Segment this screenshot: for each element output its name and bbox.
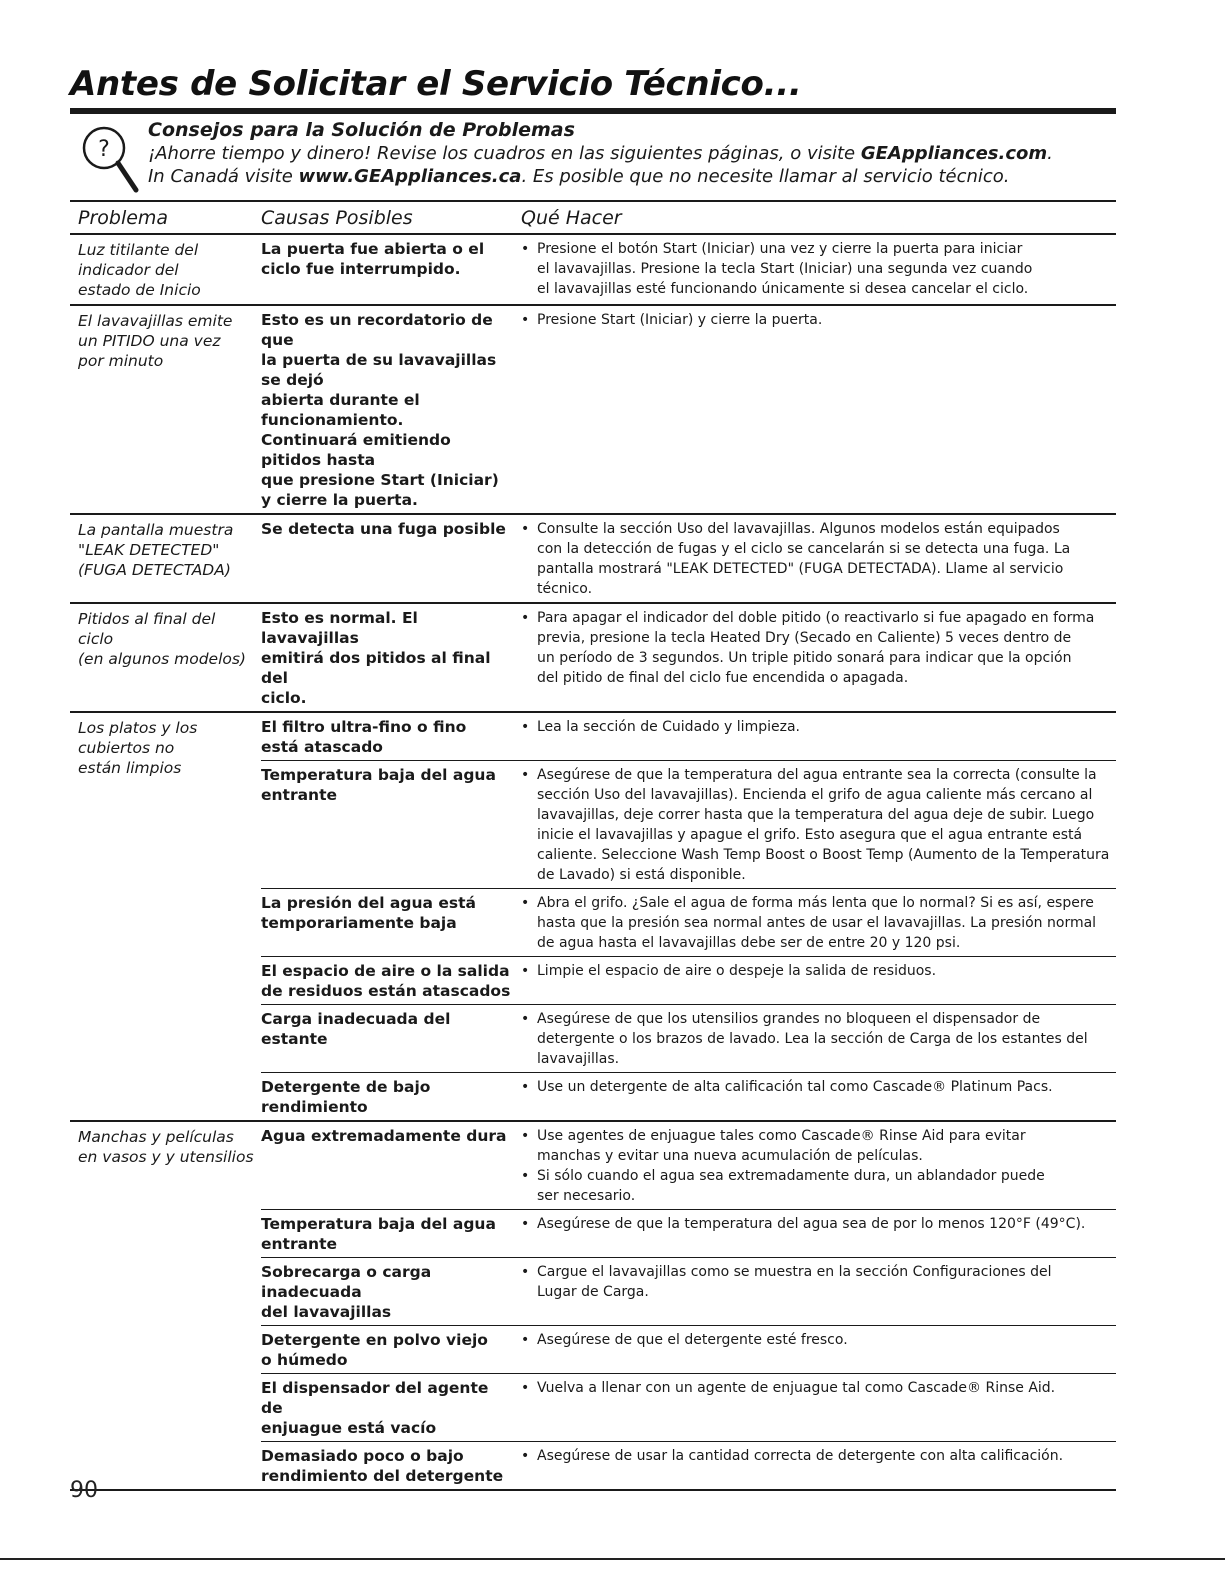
- cause-text: ciclo.: [261, 689, 307, 707]
- table-row: [261, 515, 1116, 602]
- bullet-dot-icon: •: [521, 521, 530, 537]
- action-text: Para apagar el indicador del doble pitido (o reactivarlo si fue apagado en forma: [537, 610, 1095, 626]
- table-row: [261, 1326, 1116, 1374]
- action-text: el lavavajillas. Presione la tecla Start (Iniciar) una segunda vez cuando: [537, 261, 1033, 277]
- problem-text: (FUGA DETECTADA): [78, 561, 231, 579]
- action-text: detergente o los brazos de lavado. Lea la sección de Carga de los estantes del: [537, 1031, 1088, 1047]
- table-row: [261, 306, 1116, 513]
- table-row: [261, 1374, 1116, 1442]
- ge-appliances-ca-link[interactable]: www.GEAppliances.ca: [298, 166, 522, 187]
- cause-text: Sobrecarga o carga inadecuada: [261, 1263, 432, 1301]
- action-bullet: [521, 1126, 1112, 1166]
- bullet-dot-icon: •: [521, 241, 530, 257]
- action-bullet: [521, 893, 1112, 953]
- action-cell: [521, 1210, 1116, 1257]
- action-text: Asegúrese de que el detergente esté fresco.: [537, 1332, 848, 1348]
- cause-text: que presione Start (Iniciar): [261, 471, 499, 489]
- tips-box: [148, 119, 1108, 189]
- cause-text: Temperatura baja del agua: [261, 766, 496, 784]
- tips-title: Consejos para la Solución de Problemas: [148, 119, 575, 141]
- cause-text: Detergente en polvo viejo: [261, 1331, 488, 1349]
- action-text: hasta que la presión sea normal antes de usar el lavavajillas. La presión normal: [537, 915, 1097, 931]
- title-rule: [70, 108, 1116, 114]
- bullet-dot-icon: •: [521, 1448, 530, 1464]
- bullet-dot-icon: •: [521, 610, 530, 626]
- action-text: Asegúrese de que la temperatura del agua entrante sea la correcta (consulte la: [537, 767, 1097, 783]
- cause-cell: [261, 761, 521, 888]
- tips-line-1: ¡Ahorre tiempo y dinero! Revise los cuadros en las siguientes páginas, o visite GEAppliances.com.: [148, 143, 1053, 164]
- table-row: [261, 1258, 1116, 1326]
- action-cell: [521, 604, 1116, 711]
- cause-text: Esto es normal. El lavavajillas: [261, 609, 418, 647]
- problem-text: La pantalla muestra: [78, 521, 234, 539]
- problem-group: [70, 1122, 1116, 1491]
- action-text: Lugar de Carga.: [537, 1284, 649, 1300]
- table-row: [261, 235, 1116, 302]
- table-row: [261, 889, 1116, 957]
- action-text: lavavajillas.: [537, 1051, 620, 1067]
- problem-text: por minuto: [78, 352, 164, 370]
- action-cell: [521, 1442, 1116, 1489]
- problem-text: Pitidos al final del: [78, 610, 216, 628]
- action-text: pantalla mostrará "LEAK DETECTED" (FUGA DETECTADA). Llame al servicio: [537, 561, 1064, 577]
- action-bullet: [521, 1077, 1112, 1097]
- action-cell: [521, 1258, 1116, 1325]
- cause-text: abierta durante el funcionamiento.: [261, 391, 420, 429]
- bullet-dot-icon: •: [521, 1332, 530, 1348]
- action-bullet: [521, 310, 1112, 330]
- cause-text: o húmedo: [261, 1351, 348, 1369]
- cause-text: rendimiento del detergente: [261, 1467, 504, 1485]
- cause-cell: [261, 1326, 521, 1373]
- action-cell: [521, 306, 1116, 513]
- cause-text: ciclo fue interrumpido.: [261, 260, 461, 278]
- action-cell: [521, 1073, 1116, 1120]
- action-cell: [521, 235, 1116, 302]
- action-text: de Lavado) si está disponible.: [537, 867, 746, 883]
- cause-cell: [261, 1073, 521, 1120]
- action-text: Consulte la sección Uso del lavavajillas. Algunos modelos están equipados: [537, 521, 1060, 537]
- action-text: de agua hasta el lavavajillas debe ser de entre 20 y 120 psi.: [537, 935, 961, 951]
- problem-text: Manchas y películas: [78, 1128, 234, 1146]
- action-text: con la detección de fugas y el ciclo se cancelarán si se detecta una fuga. La: [537, 541, 1071, 557]
- bottom-rule: [0, 1558, 1225, 1560]
- question-magnifier-icon: [78, 118, 148, 196]
- action-bullet: [521, 1330, 1112, 1350]
- action-text: un período de 3 segundos. Un triple pitido sonará para indicar que la opción: [537, 650, 1072, 666]
- action-text: sección Uso del lavavajillas). Encienda el grifo de agua caliente más cercano al: [537, 787, 1093, 803]
- table-row: [261, 1210, 1116, 1258]
- action-bullet: [521, 961, 1112, 981]
- action-text: Lea la sección de Cuidado y limpieza.: [537, 719, 800, 735]
- cause-text: y cierre la puerta.: [261, 491, 418, 509]
- cause-text: de residuos están atascados: [261, 982, 511, 1000]
- cause-text: entrante: [261, 1235, 338, 1253]
- problem-text: (en algunos modelos): [78, 650, 246, 668]
- action-bullet: [521, 1166, 1112, 1206]
- cause-text: del lavavajillas: [261, 1303, 392, 1321]
- page-number: 90: [70, 1478, 98, 1503]
- bullet-dot-icon: •: [521, 1216, 530, 1232]
- problem-text: un PITIDO una vez: [78, 332, 221, 350]
- cause-cell: [261, 515, 521, 602]
- action-text: Cargue el lavavajillas como se muestra en la sección Configuraciones del: [537, 1264, 1052, 1280]
- problem-group: [70, 713, 1116, 1122]
- cause-cell: [261, 1005, 521, 1072]
- table-row: [261, 1005, 1116, 1073]
- action-cell: [521, 713, 1116, 760]
- header-action: Qué Hacer: [521, 206, 622, 229]
- action-text: Presione Start (Iniciar) y cierre la puerta.: [537, 312, 823, 328]
- problem-text: ciclo: [78, 630, 114, 648]
- bullet-dot-icon: •: [521, 1128, 530, 1144]
- table-row: [261, 957, 1116, 1005]
- problem-text: en vasos y y utensilios: [78, 1148, 254, 1166]
- cause-text: Temperatura baja del agua: [261, 1215, 496, 1233]
- problem-text: indicador del: [78, 261, 179, 279]
- action-text: caliente. Seleccione Wash Temp Boost o Boost Temp (Aumento de la Temperatura: [537, 847, 1110, 863]
- action-text: Use un detergente de alta calificación tal como Cascade® Platinum Pacs.: [537, 1079, 1053, 1095]
- cause-text: Continuará emitiendo pitidos hasta: [261, 431, 451, 469]
- bullet-dot-icon: •: [521, 963, 530, 979]
- action-bullet: [521, 1214, 1112, 1234]
- bullet-dot-icon: •: [521, 1380, 530, 1396]
- problem-cell: [70, 515, 261, 602]
- cause-text: la puerta de su lavavajillas se dejó: [261, 351, 497, 389]
- problem-group: [70, 306, 1116, 515]
- cause-text: Agua extremadamente dura: [261, 1127, 507, 1145]
- table-row: [261, 604, 1116, 711]
- table-row: [261, 1122, 1116, 1210]
- table-row: [261, 1073, 1116, 1120]
- bullet-dot-icon: •: [521, 1079, 530, 1095]
- cause-cell: [261, 889, 521, 956]
- action-cell: [521, 761, 1116, 888]
- cause-cell: [261, 1210, 521, 1257]
- bullet-dot-icon: •: [521, 719, 530, 735]
- problem-text: cubiertos no: [78, 739, 175, 757]
- action-bullet: [521, 717, 1112, 737]
- problem-group: [70, 515, 1116, 604]
- problem-text: Luz titilante del: [78, 241, 199, 259]
- action-text: inicie el lavavajillas y apague el grifo. Esto asegura que el agua entrante está: [537, 827, 1083, 843]
- action-text: previa, presione la tecla Heated Dry (Secado en Caliente) 5 veces dentro de: [537, 630, 1072, 646]
- problem-text: Los platos y los: [78, 719, 198, 737]
- action-text: manchas y evitar una nueva acumulación de películas.: [537, 1148, 923, 1164]
- problem-text: "LEAK DETECTED": [78, 541, 220, 559]
- action-text: Abra el grifo. ¿Sale el agua de forma más lenta que lo normal? Si es así, espere: [537, 895, 1094, 911]
- svg-text:?: ?: [98, 137, 110, 162]
- cause-text: Carga inadecuada del estante: [261, 1010, 451, 1048]
- cause-text: entrante: [261, 786, 338, 804]
- action-cell: [521, 1122, 1116, 1209]
- bullet-dot-icon: •: [521, 1168, 530, 1184]
- cause-text: Se detecta una fuga posible: [261, 520, 506, 538]
- action-bullet: [521, 765, 1112, 885]
- bullet-dot-icon: •: [521, 895, 530, 911]
- action-bullet: [521, 608, 1112, 688]
- troubleshooting-table: [70, 200, 1116, 1491]
- problem-text: El lavavajillas emite: [78, 312, 233, 330]
- problem-cell: [70, 306, 261, 513]
- action-cell: [521, 889, 1116, 956]
- action-bullet: [521, 1378, 1112, 1398]
- tips-line-2: In Canadá visite www.GEAppliances.ca. Es posible que no necesite llamar al servicio técnico.: [148, 166, 1010, 187]
- action-cell: [521, 515, 1116, 602]
- problem-cell: [70, 235, 261, 304]
- cause-cell: [261, 604, 521, 711]
- ge-appliances-link[interactable]: GEAppliances.com: [860, 143, 1048, 164]
- cause-text: Detergente de bajo rendimiento: [261, 1078, 431, 1116]
- action-bullet: [521, 519, 1112, 599]
- table-row: [261, 713, 1116, 761]
- problem-cell: [70, 1122, 261, 1489]
- table-row: [261, 761, 1116, 889]
- cause-text: está atascado: [261, 738, 383, 756]
- problem-text: estado de Inicio: [78, 281, 201, 299]
- action-text: Use agentes de enjuague tales como Cascade® Rinse Aid para evitar: [537, 1128, 1026, 1144]
- cause-text: La presión del agua está: [261, 894, 476, 912]
- action-text: Limpie el espacio de aire o despeje la salida de residuos.: [537, 963, 937, 979]
- header-causes: Causas Posibles: [261, 206, 413, 229]
- action-text: el lavavajillas esté funcionando únicamente si desea cancelar el ciclo.: [537, 281, 1029, 297]
- cause-cell: [261, 1122, 521, 1209]
- cause-cell: [261, 1258, 521, 1325]
- action-cell: [521, 1005, 1116, 1072]
- action-cell: [521, 1326, 1116, 1373]
- action-text: lavavajillas, deje correr hasta que la temperatura del agua deje de subir. Luego: [537, 807, 1095, 823]
- action-text: del pitido de final del ciclo fue encendida o apagada.: [537, 670, 909, 686]
- problem-group: [70, 604, 1116, 713]
- problem-group: [70, 235, 1116, 306]
- bullet-dot-icon: •: [521, 1011, 530, 1027]
- cause-text: El dispensador del agente de: [261, 1379, 489, 1417]
- cause-text: Demasiado poco o bajo: [261, 1447, 464, 1465]
- cause-cell: [261, 957, 521, 1004]
- problem-text: están limpios: [78, 759, 182, 777]
- cause-cell: [261, 713, 521, 760]
- action-text: ser necesario.: [537, 1188, 636, 1204]
- problem-cell: [70, 713, 261, 1120]
- cause-text: temporariamente baja: [261, 914, 457, 932]
- table-body: [70, 235, 1116, 1491]
- action-bullet: [521, 1009, 1112, 1069]
- page-title: Antes de Solicitar el Servicio Técnico...: [70, 64, 802, 104]
- action-text: Presione el botón Start (Iniciar) una vez y cierre la puerta para iniciar: [537, 241, 1023, 257]
- action-bullet: [521, 1446, 1112, 1466]
- cause-text: Esto es un recordatorio de que: [261, 311, 493, 349]
- table-header: [70, 200, 1116, 235]
- action-bullet: [521, 1262, 1112, 1302]
- action-text: Asegúrese de que la temperatura del agua sea de por lo menos 120°F (49°C).: [537, 1216, 1086, 1232]
- cause-cell: [261, 235, 521, 302]
- action-text: técnico.: [537, 581, 593, 597]
- bullet-dot-icon: •: [521, 312, 530, 328]
- header-problem: Problema: [78, 206, 169, 229]
- action-bullet: [521, 239, 1112, 299]
- action-text: Vuelva a llenar con un agente de enjuague tal como Cascade® Rinse Aid.: [537, 1380, 1056, 1396]
- action-text: Si sólo cuando el agua sea extremadamente dura, un ablandador puede: [537, 1168, 1045, 1184]
- cause-text: enjuague está vacío: [261, 1419, 437, 1437]
- bullet-dot-icon: •: [521, 1264, 530, 1280]
- cause-text: La puerta fue abierta o el: [261, 240, 485, 258]
- cause-text: El filtro ultra-fino o fino: [261, 718, 467, 736]
- cause-cell: [261, 306, 521, 513]
- action-cell: [521, 957, 1116, 1004]
- problem-cell: [70, 604, 261, 711]
- cause-cell: [261, 1374, 521, 1441]
- table-row: [261, 1442, 1116, 1489]
- cause-text: El espacio de aire o la salida: [261, 962, 510, 980]
- action-text: Asegúrese de usar la cantidad correcta de detergente con alta calificación.: [537, 1448, 1064, 1464]
- action-text: Asegúrese de que los utensilios grandes no bloqueen el dispensador de: [537, 1011, 1041, 1027]
- cause-cell: [261, 1442, 521, 1489]
- action-cell: [521, 1374, 1116, 1441]
- cause-text: emitirá dos pitidos al final del: [261, 649, 491, 687]
- bullet-dot-icon: •: [521, 767, 530, 783]
